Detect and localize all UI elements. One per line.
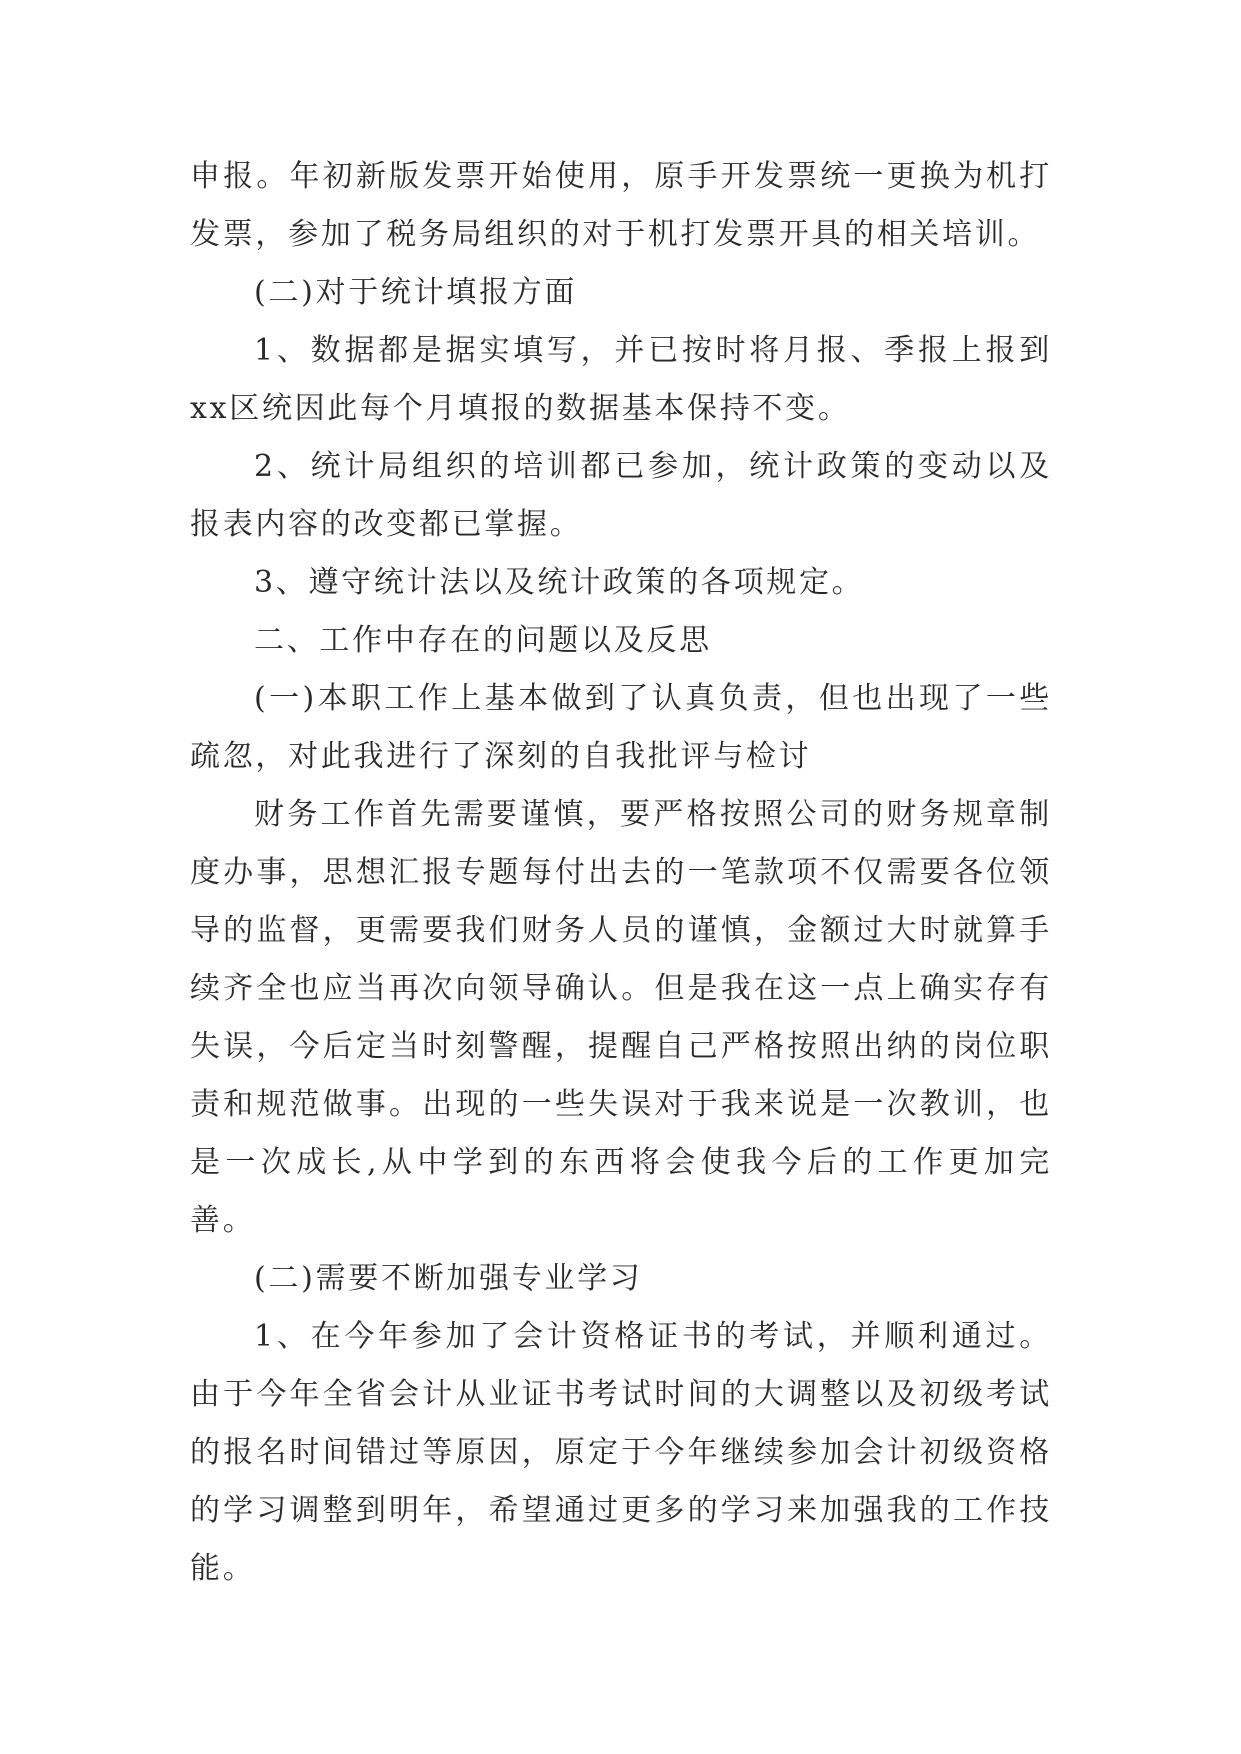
document-body: [190, 148, 1052, 1598]
subheading-professional-study: (二)需要不断加强专业学习: [254, 1261, 643, 1296]
paragraph-statistics-item-2: 2、统计局组织的培训都已参加，统计政策的变动以及报表内容的改变都已掌握。: [190, 449, 1052, 542]
paragraph-invoice-update: 申报。年初新版发票开始使用，原手开发票统一更换为机打发票，参加了税务局组织的对于机打发票开具的相关培训。: [190, 159, 1052, 252]
section-heading-problems: 二、工作中存在的问题以及反思: [254, 623, 712, 658]
paragraph-statistics-item-3: 3、遵守统计法以及统计政策的各项规定。: [254, 565, 865, 600]
subheading-responsibility: (一)本职工作上基本做到了认真负责，但也出现了一些疏忽，对此我进行了深刻的自我批评与检讨: [190, 681, 1052, 774]
paragraph-statistics-item-1: 1、数据都是据实填写，并已按时将月报、季报上报到xx区统因此每个月填报的数据基本保持不变。: [190, 333, 1052, 426]
section-heading-statistics: (二)对于统计填报方面: [254, 275, 578, 310]
paragraph-certification-study: 1、在今年参加了会计资格证书的考试，并顺利通过。由于今年全省会计从业证书考试时间的大调整以及初级考试的报名时间错过等原因，原定于今年继续参加会计初级资格的学习调整到明年，希望通过更多的学习来加强我的工作技能。: [190, 1319, 1052, 1586]
paragraph-financial-caution: 财务工作首先需要谨慎，要严格按照公司的财务规章制度办事，思想汇报专题每付出去的一笔款项不仅需要各位领导的监督，更需要我们财务人员的谨慎，金额过大时就算手续齐全也应当再次向领导确认。但是我在这一点上确实存有失误，今后定当时刻警醒，提醒自己严格按照出纳的岗位职责和规范做事。出现的一些失误对于我来说是一次教训，也是一次成长,从中学到的东西将会使我今后的工作更加完善。: [190, 797, 1052, 1238]
